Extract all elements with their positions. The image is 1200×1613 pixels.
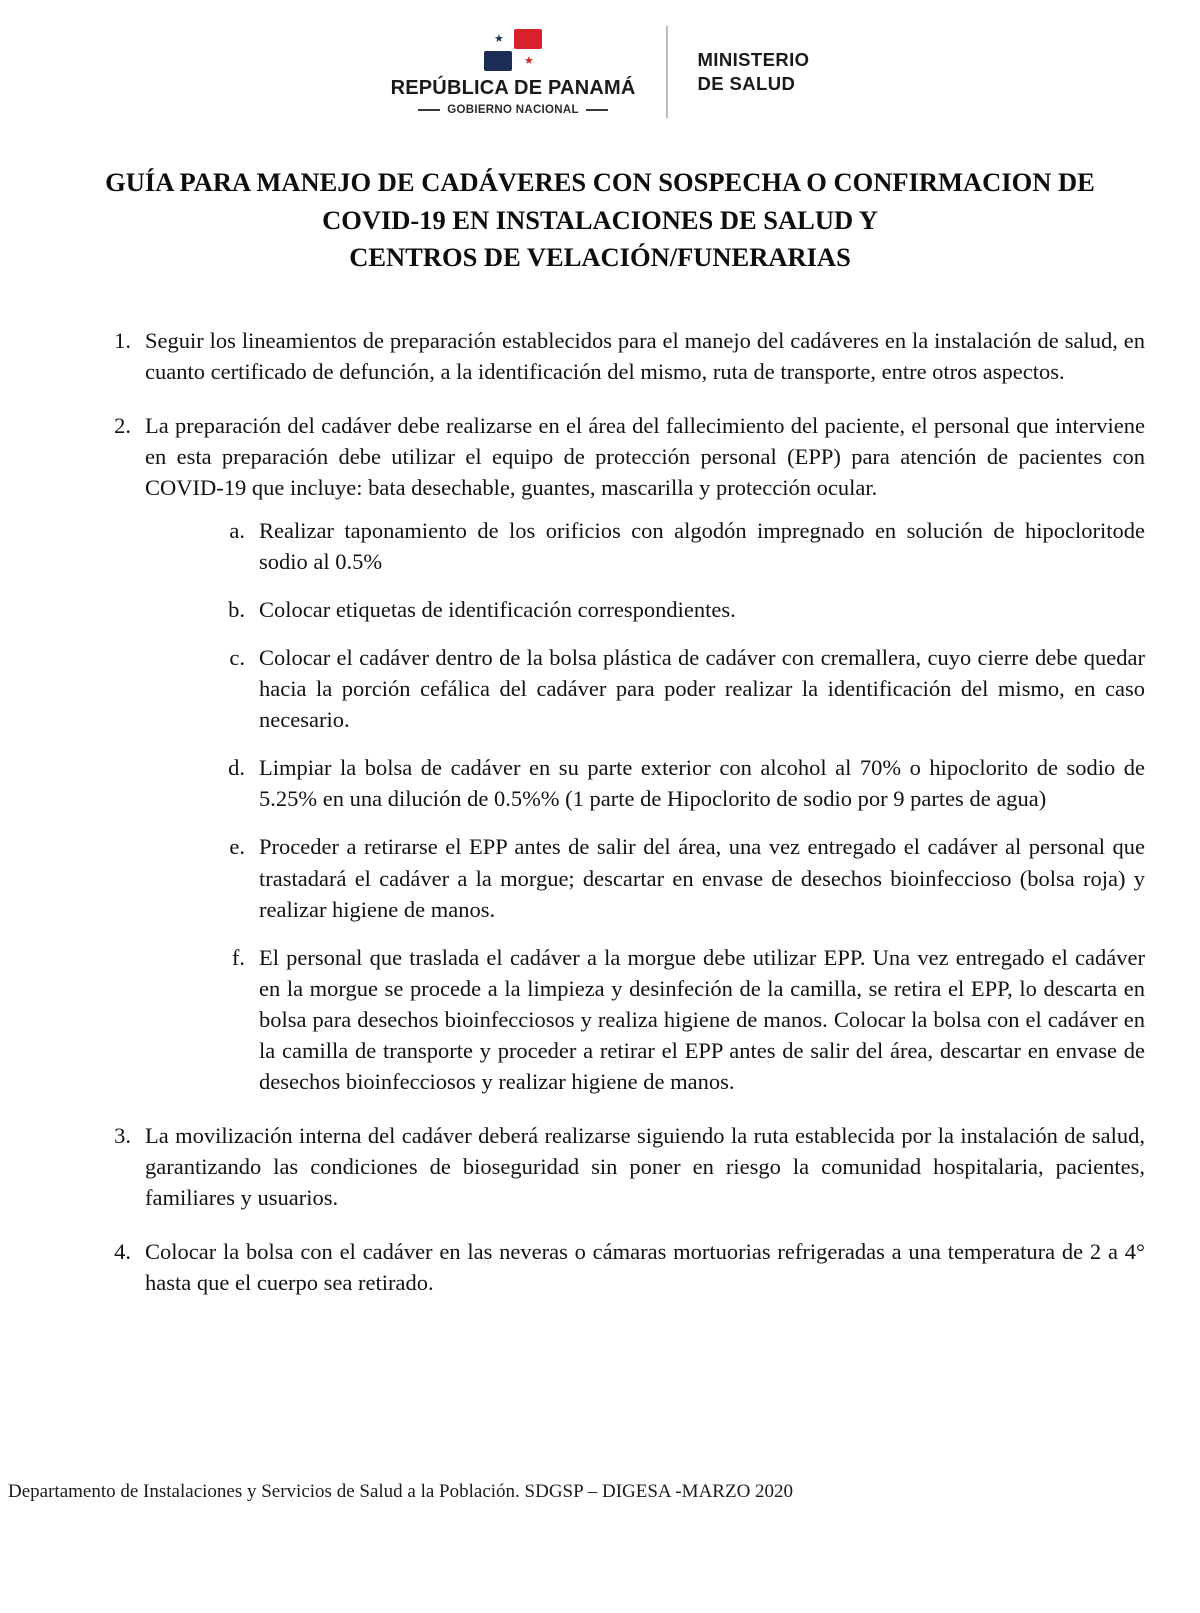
republic-of-panama-logo bbox=[391, 29, 666, 116]
government-subtitle-row bbox=[418, 104, 608, 116]
list-item-marker: 2. bbox=[114, 412, 131, 438]
sublist-item-marker: e. bbox=[229, 834, 245, 860]
sublist-item bbox=[215, 752, 1145, 814]
ministry-line-1: MINISTERIO bbox=[697, 49, 810, 71]
government-subtitle-text: GOBIERNO NACIONAL bbox=[447, 103, 579, 116]
republic-name-text: REPÚBLICA DE PANAMÁ bbox=[390, 76, 636, 99]
flag-blue-star-icon: ★ bbox=[494, 31, 504, 45]
sublist-item-marker: d. bbox=[228, 755, 245, 781]
list-item-marker: 1. bbox=[114, 327, 131, 353]
lettered-sublist bbox=[145, 515, 1145, 1097]
ministry-of-health-logo bbox=[668, 26, 810, 118]
document-title bbox=[70, 164, 1130, 277]
flag-red-star-icon: ★ bbox=[524, 53, 534, 67]
list-item bbox=[97, 410, 1145, 1097]
document-title-line-2: COVID-19 EN INSTALACIONES DE SALUD Y bbox=[322, 204, 878, 235]
sublist-item-marker: a. bbox=[229, 518, 245, 544]
ministry-line-2: DE SALUD bbox=[697, 73, 796, 94]
sublist-item-text: Limpiar la bolsa de cadáver en su parte exterior con alcohol al 70% o hipoclorito de sodio de 5.25% en una dilución de 0.5%% (1 parte de Hipoclorito de sodio por 9 partes de agua) bbox=[259, 755, 1145, 812]
document-body bbox=[55, 325, 1145, 1298]
sublist-item-text: El personal que traslada el cadáver a la morgue debe utilizar EPP. Una vez entregado el cadáver en la morgue se procede a la limpieza y desinfeción de la camilla, se retira el EPP, lo descarta en bolsa para desechos bioinfecciosos y realiza higiene de manos. Colocar la bolsa con el cadáver en la camilla de transporte y proceder a retirar el EPP antes de salir del área, descartar en envase de desechos bioinfecciosos y realizar higiene de manos. bbox=[259, 944, 1145, 1094]
document-title-line-1: GUÍA PARA MANEJO DE CADÁVERES CON SOSPECHA O CONFIRMACION DE bbox=[105, 167, 1095, 197]
sublist-item-marker: b. bbox=[228, 597, 245, 623]
sublist-item-text: Colocar etiquetas de identificación correspondientes. bbox=[259, 597, 736, 623]
list-item-marker: 3. bbox=[114, 1122, 131, 1148]
sublist-item-marker: f. bbox=[231, 944, 245, 970]
flag-quadrant-top-right bbox=[514, 29, 542, 49]
document-title-line-3: CENTROS DE VELACIÓN/FUNERARIAS bbox=[349, 242, 851, 273]
sublist-item bbox=[215, 942, 1145, 1097]
subtitle-rule-left bbox=[418, 109, 440, 111]
document-header bbox=[0, 0, 1200, 118]
subtitle-rule-right bbox=[586, 109, 608, 111]
sublist-item bbox=[215, 515, 1145, 577]
list-item bbox=[97, 325, 1145, 387]
sublist-item bbox=[215, 831, 1145, 924]
sublist-item-text: Proceder a retirarse el EPP antes de salir del área, una vez entregado el cadáver al personal que trastadará el cadáver a la morgue; descartar en envase de desechos bioinfeccioso (bolsa roja) y realizar higiene de manos. bbox=[259, 834, 1145, 922]
government-logo-lockup bbox=[391, 26, 810, 118]
list-item-text: La preparación del cadáver debe realizarse en el área del fallecimiento del paciente, el personal que interviene en esta preparación debe utilizar el equipo de protección personal (EPP) para atención de pacientes con COVID-19 que incluye: bata desechable, guantes, mascarilla y protección ocular. bbox=[145, 412, 1145, 501]
list-item bbox=[97, 1120, 1145, 1213]
sublist-item-text: Realizar taponamiento de los orificios con algodón impregnado en solución de hipocloritode sodio al 0.5% bbox=[259, 518, 1145, 575]
list-item-text: Seguir los lineamientos de preparación establecidos para el manejo del cadáveres en la instalación de salud, en cuanto certificado de defunción, a la identificación del mismo, ruta de transporte, entre otros aspectos. bbox=[145, 327, 1145, 384]
sublist-item bbox=[215, 642, 1145, 735]
sublist-item bbox=[215, 594, 1145, 625]
list-item-marker: 4. bbox=[114, 1239, 131, 1264]
numbered-list bbox=[97, 325, 1145, 1298]
flag-quadrant-bottom-left bbox=[484, 51, 512, 71]
list-item-text: Colocar la bolsa con el cadáver en las neveras o cámaras mortuorias refrigeradas a una temperatura de 2 a 4° hasta que el cuerpo sea retirado. bbox=[145, 1239, 1145, 1296]
panama-flag-icon bbox=[484, 29, 542, 71]
sublist-item-text: Colocar el cadáver dentro de la bolsa plástica de cadáver con cremallera, cuyo cierre debe quedar hacia la porción cefálica del cadáver para poder realizar la identificación del mismo, en caso necesario. bbox=[259, 645, 1145, 733]
sublist-item-marker: c. bbox=[229, 645, 245, 671]
document-footer: Departamento de Instalaciones y Servicios de Salud a la Población. SDGSP – DIGESA -MARZO 2020 bbox=[8, 1481, 794, 1503]
list-item-text: La movilización interna del cadáver deberá realizarse siguiendo la ruta establecida por la instalación de salud, garantizando las condiciones de bioseguridad sin poner en riesgo la comunidad hospitalaria, pacientes, familiares y usuarios. bbox=[145, 1122, 1145, 1210]
list-item bbox=[97, 1236, 1145, 1298]
